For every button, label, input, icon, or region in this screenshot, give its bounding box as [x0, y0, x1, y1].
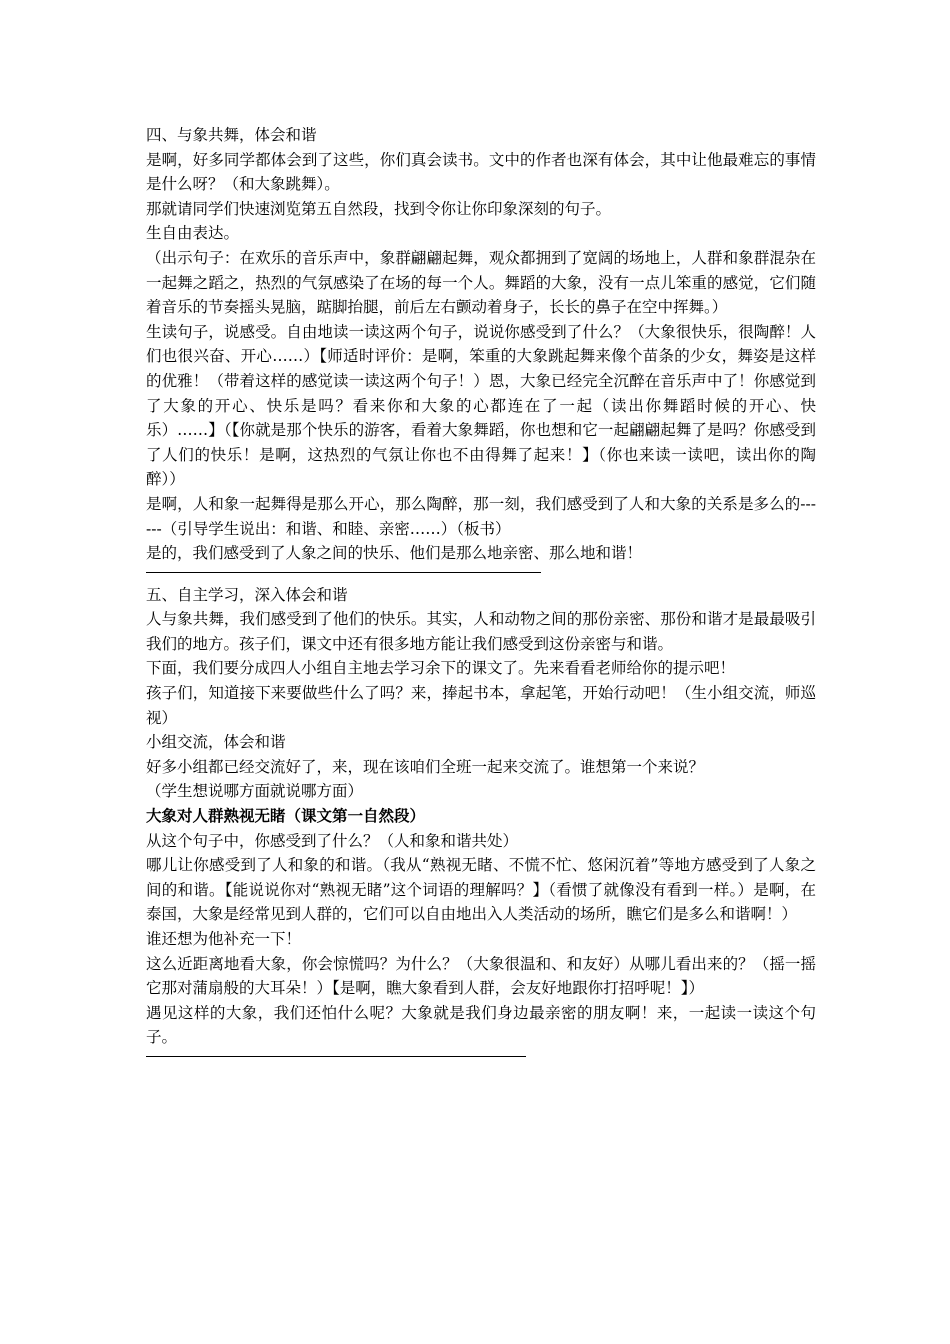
section-5-heading: 五、自主学习，深入体会和谐	[146, 585, 348, 604]
section-4-heading: 四、与象共舞，体会和谐	[146, 126, 317, 144]
paragraph: 遇见这样的大象，我们还怕什么呢？大象就是我们身边最亲密的朋友啊！来，一起读一读这个句子。	[146, 1003, 816, 1047]
paragraph: 那就请同学们快速浏览第五自然段，找到令你让你印象深刻的句子。	[146, 199, 612, 218]
section-divider	[146, 1056, 526, 1057]
paragraph: 小组交流，体会和谐	[146, 733, 286, 752]
paragraph: 谁还想为他补充一下！	[146, 930, 302, 948]
quoted-sentence: （出示句子：在欢乐的音乐声中，象群翩翩起舞，观众都拥到了宽阔的场地上，人群和象群混杂在一起舞之蹈之，热烈的气氛感染了在场的每一个人。舞蹈的大象，没有一点儿笨重的感觉，它们随着音乐的节奏摇头晃脑，踮脚抬腿，前后左右颤动着身子，长长的鼻子在空中挥舞。）	[146, 248, 816, 317]
document-page	[146, 123, 816, 1057]
paragraph: 人与象共舞，我们感受到了他们的快乐。其实，人和动物之间的那份亲密、那份和谐才是最最吸引我们的地方。孩子们，课文中还有很多地方能让我们感受到这份亲密与和谐。	[146, 610, 816, 653]
paragraph: 哪儿让你感受到了人和象的和谐。（我从“熟视无睹、不慌不忙、悠闲沉着”等地方感受到了人象之间的和谐。【能说说你对“熟视无睹”这个词语的理解吗？】（看惯了就像没有看到一样。）是啊，在泰国，大象是经常见到人群的，它们可以自由地出入人类活动的场所，瞧它们是多么和谐啊！）	[146, 856, 816, 924]
paragraph: 从这个句子中，你感受到了什么？（人和象和谐共处）	[146, 831, 519, 850]
paragraph: （学生想说哪方面就说哪方面）	[146, 782, 364, 801]
paragraph: 好多小组都已经交流好了，来，现在该咱们全班一起来交流了。谁想第一个来说？	[146, 757, 705, 776]
paragraph: 是啊，好多同学都体会到了这些，你们真会读书。文中的作者也深有体会，其中让他最难忘的事情是什么呀？（和大象跳舞）。	[146, 150, 816, 194]
paragraph: 下面，我们要分成四人小组自主地去学习余下的课文了。先来看看老师给你的提示吧！	[146, 659, 736, 678]
paragraph: 是的，我们感受到了人象之间的快乐、他们是那么地亲密、那么地和谐！	[146, 544, 643, 563]
bold-key-sentence: 大象对人群熟视无睹（课文第一自然段）	[146, 807, 426, 826]
section-divider	[146, 572, 541, 573]
paragraph: 这么近距离地看大象，你会惊慌吗？为什么？（大象很温和、和友好）从哪儿看出来的？（摇一摇它那对蒲扇般的大耳朵！）【是啊，瞧大象看到人群，会友好地跟你打招呼呢！】）	[146, 954, 816, 998]
paragraph: 孩子们，知道接下来要做些什么了吗？来，捧起书本，拿起笔，开始行动吧！（生小组交流，师巡视）	[146, 684, 816, 727]
paragraph: 生自由表达。	[146, 224, 240, 243]
paragraph: 生读句子，说感受。自由地读一读这两个句子，说说你感受到了什么？（大象很快乐，很陶醉！人们也很兴奋、开心……）【师适时评价：是啊，笨重的大象跳起舞来像个苗条的少女，舞姿是这样的优雅！（带着这样的感觉读一读这两个句子！）恩，大象已经完全沉醉在音乐声中了！你感觉到了大象的开心、快乐是吗？看来你和大象的心都连在了一起（读出你舞蹈时候的开心、快乐）……】（【你就是那个快乐的游客，看着大象舞蹈，你也想和它一起翩翩起舞了是吗？你感受到了人们的快乐！是啊，这热烈的气氛让你也不由得舞了起来！】（你也来读一读吧，读出你的陶醉））	[146, 322, 816, 489]
paragraph: 是啊，人和象一起舞得是那么开心，那么陶醉，那一刻，我们感受到了人和大象的关系是多么的------（引导学生说出：和谐、和睦、亲密……）（板书）	[146, 494, 816, 538]
